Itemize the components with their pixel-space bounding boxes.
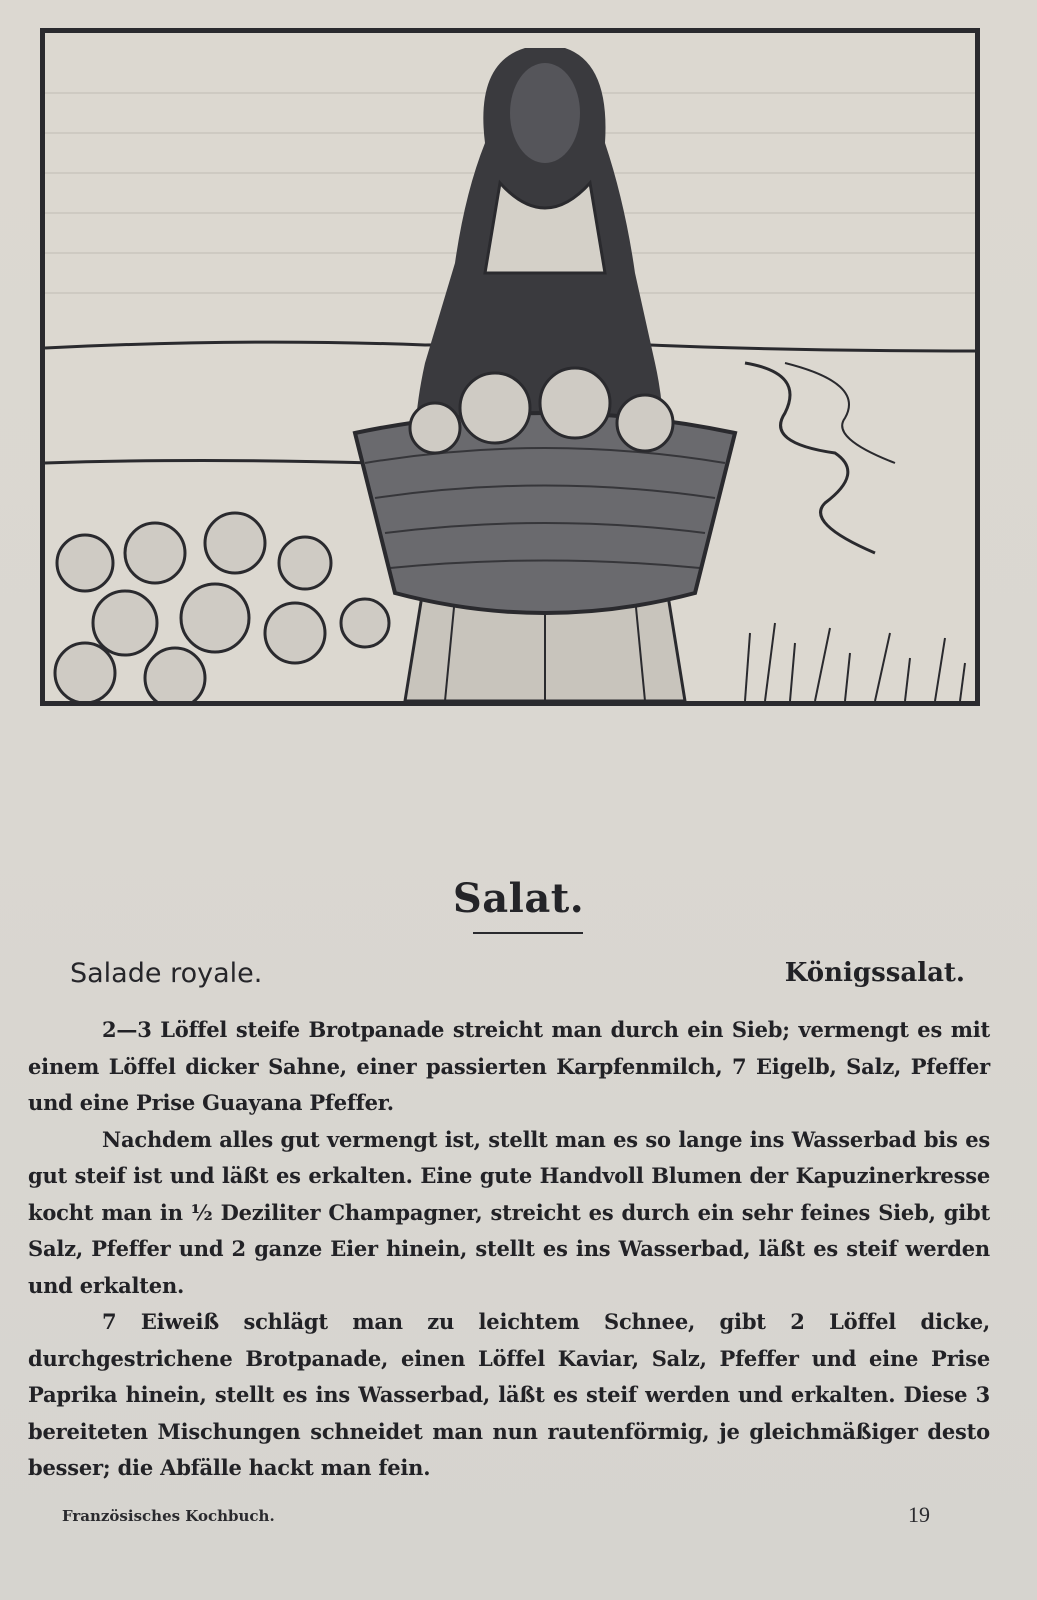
recipe-title-french: Salade royale. [70, 958, 263, 989]
recipe-paragraph: 7 Eiweiß schlägt man zu leichtem Schnee, gibt 2 Löffel dicke, durchgestrichene Brotpanade, einen Löffel Kaviar, Salz, Pfeffer und eine Prise Paprika hinein, stellt es ins Wasserbad, läßt es steif werden und erkalten. Diese 3 bereiteten Mischungen schneidet man nun rautenförmig, je gleichmäßiger desto besser; die Abfälle hackt man fein. [28, 1309, 990, 1480]
recipe-paragraph: 2—3 Löffel steife Brotpanade streicht man durch ein Sieb; vermengt es mit einem Löffel dicker Sahne, einer passierten Karpfenmilch, 7 Eigelb, Salz, Pfeffer und eine Prise Guayana Pfeffer. [28, 1017, 990, 1115]
woodcut-illustration [40, 28, 980, 706]
recipe-paragraph: Nachdem alles gut vermengt ist, stellt man es so lange ins Wasserbad bis es gut steif ist und läßt es erkalten. Eine gute Handvoll Blumen der Kapuzinerkresse kocht man in ½ Deziliter Champagner, streicht es durch ein sehr feines Sieb, gibt Salz, Pfeffer und 2 ganze Eier hinein, stellt es ins Wasserbad, läßt es steif werden und erkalten. [28, 1126, 990, 1298]
footer-book-title: Französisches Kochbuch. [62, 1507, 275, 1525]
page-number: 19 [908, 1502, 930, 1527]
chapter-title: Salat. [452, 874, 585, 922]
recipe-body [28, 1012, 990, 1487]
woman-with-basket-image [45, 33, 975, 701]
divider-rule [473, 932, 583, 934]
recipe-title-german: Königssalat. [784, 958, 965, 988]
